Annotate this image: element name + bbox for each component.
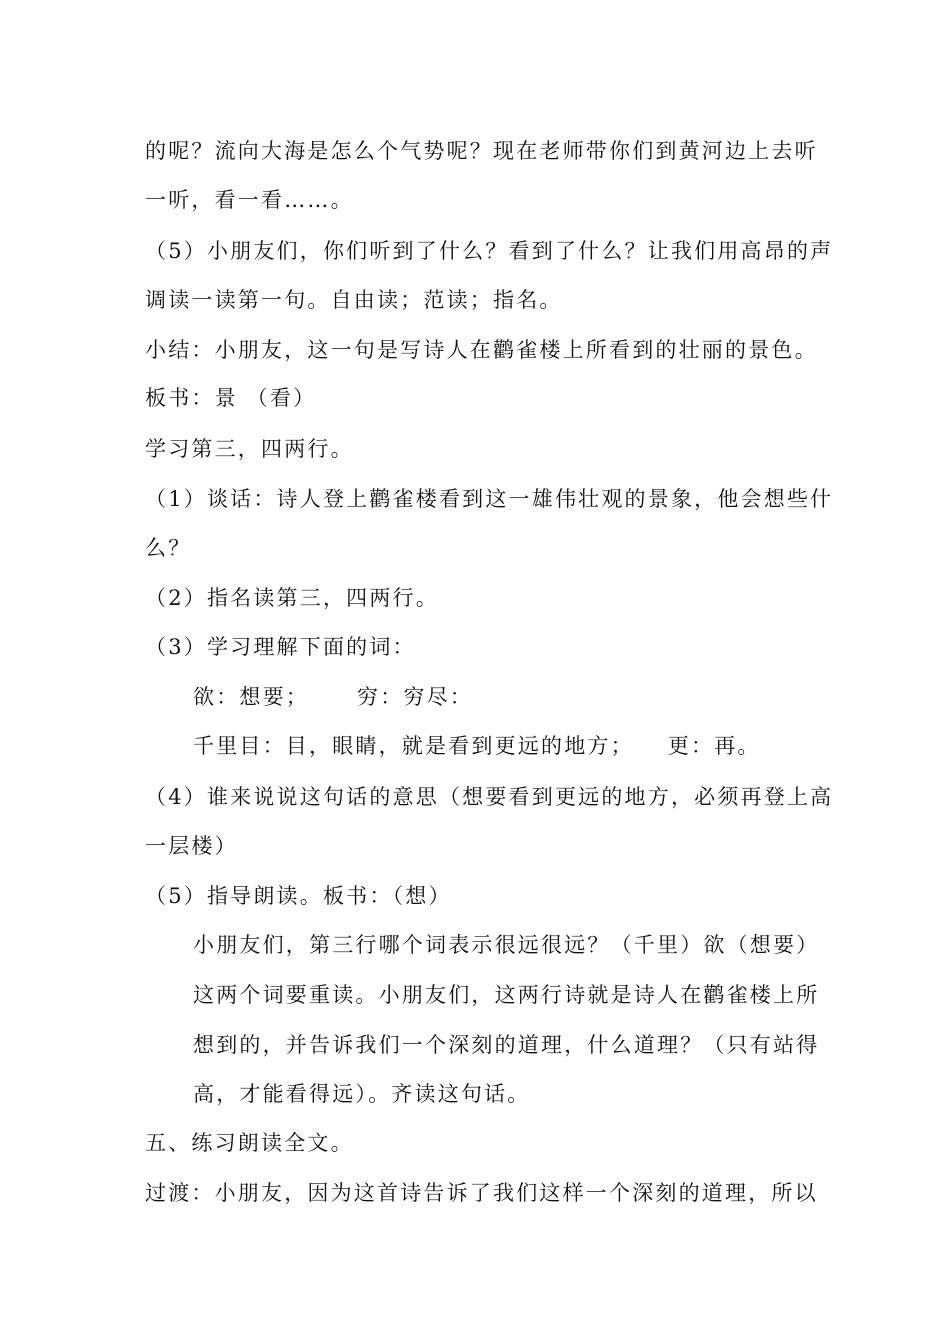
text-line: 想到的，并告诉我们一个深刻的道理，什么道理？（只有站得 <box>193 1033 820 1057</box>
text-line: （3）学习理解下面的词： <box>145 635 416 659</box>
text-line: （4）谁来说说这句话的意思（想要看到更远的地方，必须再登上高 <box>145 785 834 809</box>
vocab-item: 千里目：目，眼睛，就是看到更远的地方； <box>193 734 634 758</box>
vocab-item: 欲：想要； <box>193 685 309 709</box>
vocab-item: 穷：穷尽： <box>357 685 473 709</box>
text-line: 的呢？流向大海是怎么个气势呢？现在老师带你们到黄河边上去听 <box>145 139 818 163</box>
section-heading: 学习第三，四两行。 <box>145 437 354 461</box>
text-line: 这两个词要重读。小朋友们，这两行诗就是诗人在鹳雀楼上所 <box>193 983 820 1007</box>
vocab-line <box>193 682 473 712</box>
vocab-item: 更：再。 <box>667 734 761 758</box>
text-line: 小结：小朋友，这一句是写诗人在鹳雀楼上所看到的壮丽的景色。 <box>145 338 818 362</box>
text-line: 一层楼） <box>145 834 238 858</box>
text-line: 一听，看一看……。 <box>145 188 354 212</box>
text-line: 高，才能看得远）。齐读这句话。 <box>193 1082 531 1106</box>
section-heading: 五、练习朗读全文。 <box>145 1131 354 1155</box>
text-line: （2）指名读第三，四两行。 <box>145 586 439 610</box>
text-line: （5）小朋友们，你们听到了什么？看到了什么？让我们用高昂的声 <box>145 239 834 263</box>
text-line: 么？ <box>145 536 192 560</box>
text-line: （1）谈话：诗人登上鹳雀楼看到这一雄伟壮观的景象，他会想些什 <box>145 487 834 511</box>
text-line: 板书：景 （看） <box>145 386 317 410</box>
text-line: 调读一读第一句。自由读；范读；指名。 <box>145 288 563 312</box>
text-line: （5）指导朗读。板书：（想） <box>145 884 452 908</box>
vocab-line <box>193 731 761 761</box>
text-line: 小朋友们，第三行哪个词表示很远很远？（千里）欲（想要） <box>193 933 820 957</box>
text-line: 过渡：小朋友，因为这首诗告诉了我们这样一个深刻的道理，所以 <box>145 1181 818 1205</box>
